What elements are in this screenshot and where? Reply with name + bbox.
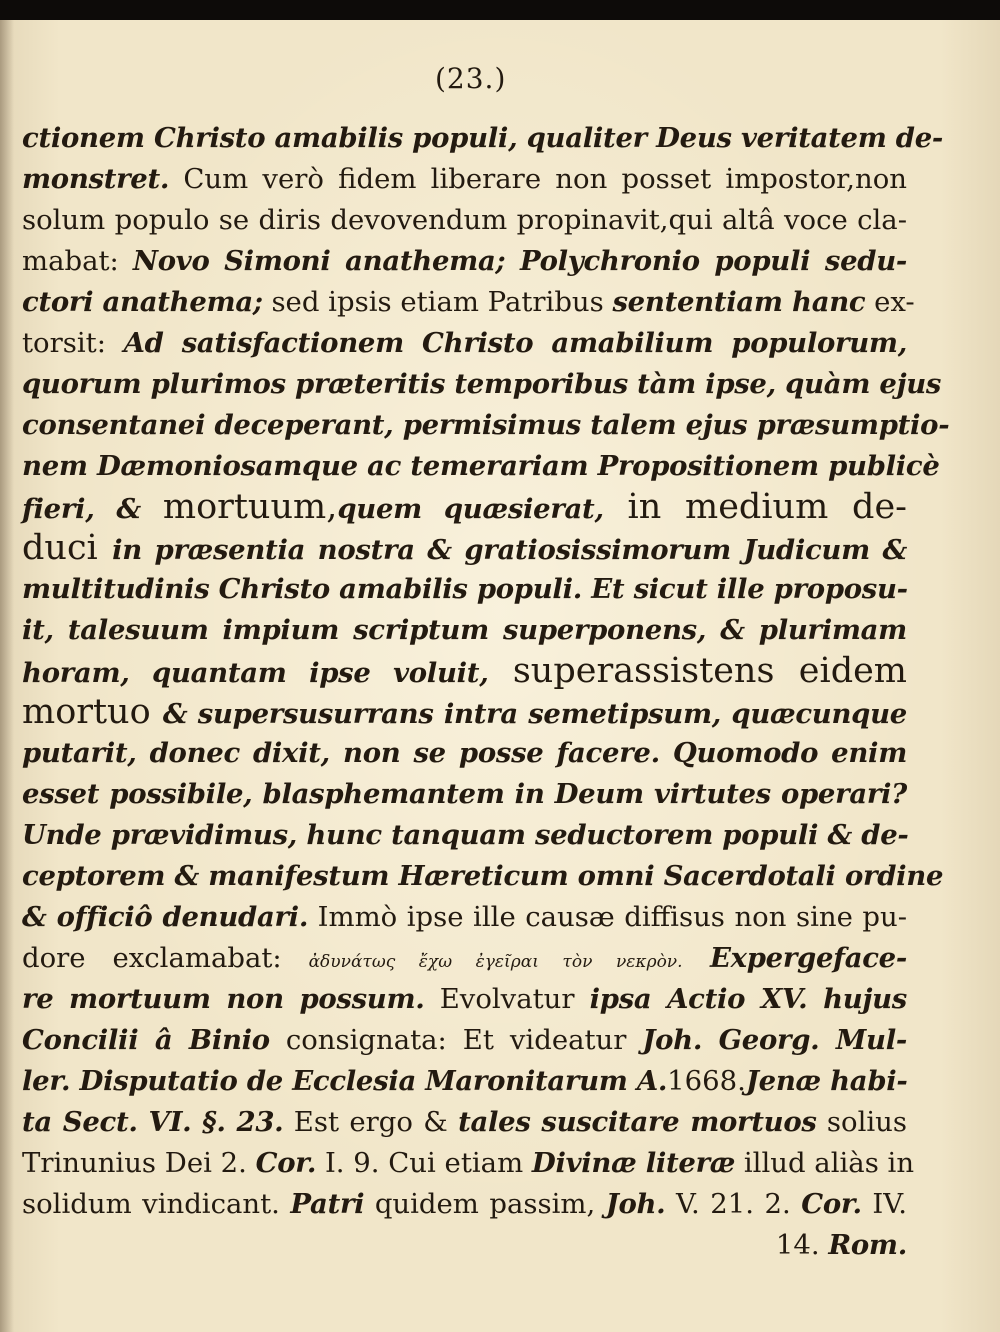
text-segment: sententiam hanc <box>612 286 866 318</box>
text-segment: mabat: <box>22 245 133 277</box>
text-line <box>22 1225 907 1266</box>
text-segment: ctionem Christo amabilis populi, qualiter Deus veritatem de- <box>22 122 944 154</box>
text-line <box>22 692 907 733</box>
text-segment: esset possibile, blasphemantem in Deum virtutes operari? <box>22 778 907 810</box>
text-line <box>22 1143 915 1184</box>
text-segment: fieri, & <box>22 493 163 525</box>
text-line <box>22 200 907 241</box>
text-segment: Expergeface- <box>682 942 907 974</box>
text-segment: illud aliàs in <box>735 1147 915 1179</box>
text-line <box>22 774 907 815</box>
text-segment: Jenæ habi- <box>745 1065 908 1097</box>
text-line <box>22 897 907 938</box>
text-line <box>22 159 907 200</box>
text-segment: multitudinis Christo amabilis populi. Et sicut ille proposu- <box>22 573 908 605</box>
page-number: (23.) <box>435 62 507 95</box>
text-segment: mortuum, <box>162 487 338 527</box>
text-line <box>22 856 944 897</box>
text-segment: & officiô denudari. <box>22 901 309 933</box>
text-segment: ta Sect. VI. §. 23. <box>22 1106 284 1138</box>
text-line <box>22 118 944 159</box>
text-segment: in medium de- <box>603 487 907 527</box>
text-line <box>22 815 907 856</box>
text-segment: Divinæ literæ <box>531 1147 736 1179</box>
text-line <box>22 364 942 405</box>
text-segment: torsit: <box>22 327 124 359</box>
text-segment: Ad satisfactionem Christo amabilium populorum, <box>123 327 907 359</box>
text-line <box>22 241 907 282</box>
text-line <box>22 610 907 651</box>
text-segment: re mortuum non possum. <box>22 983 425 1015</box>
text-line <box>22 446 940 487</box>
text-line <box>22 1184 907 1225</box>
text-segment: Rom. <box>828 1229 907 1261</box>
text-segment: nem Dæmoniosamque ac temerariam Propositionem publicè <box>22 450 940 482</box>
text-segment: Est ergo & <box>283 1106 459 1138</box>
book-page <box>0 20 1000 1332</box>
text-segment: ctori anathema; <box>22 286 263 318</box>
text-line <box>22 1020 907 1061</box>
text-segment: ex- <box>865 286 915 318</box>
text-segment: solidum vindicant. <box>22 1188 291 1220</box>
text-segment: ipsa Actio XV. hujus <box>589 983 907 1015</box>
text-segment: superassistens eidem <box>488 651 907 691</box>
text-line <box>22 528 907 569</box>
text-segment: dore exclamabat: <box>22 942 309 974</box>
text-segment: putarit, donec dixit, non se posse facere. Quomodo enim <box>22 737 907 769</box>
text-segment: 1668. <box>667 1065 746 1097</box>
text-line <box>22 1102 907 1143</box>
text-line <box>22 569 907 610</box>
text-segment: horam, quantam ipse voluit, <box>22 657 489 689</box>
text-line <box>22 282 915 323</box>
text-segment: IV. <box>861 1188 907 1220</box>
text-segment: Novo Simoni anathema; Polychronio populi sedu- <box>132 245 907 277</box>
text-segment: consignata: Et videatur <box>269 1024 643 1056</box>
text-segment: Concilii â Binio <box>22 1024 270 1056</box>
text-segment: mortuo <box>22 692 163 732</box>
text-line <box>22 1061 907 1102</box>
text-segment: Joh. <box>605 1188 666 1220</box>
text-segment: it, talesuum impium scriptum superponens, & plurimam <box>22 614 907 646</box>
text-line <box>22 487 907 528</box>
text-segment: sed ipsis etiam Patribus <box>262 286 613 318</box>
text-segment: Unde prævidimus, hunc tanquam seductorem populi & de- <box>22 819 909 851</box>
body-text <box>22 118 950 1266</box>
text-segment: monstret. <box>22 163 170 195</box>
text-segment: Cor. <box>255 1147 317 1179</box>
text-line <box>22 405 950 446</box>
text-segment: solius <box>816 1106 907 1138</box>
text-segment: quidem passim, <box>364 1188 606 1220</box>
text-segment: Evolvatur <box>424 983 590 1015</box>
gutter-shadow <box>0 20 14 1332</box>
text-segment: I. 9. Cui etiam <box>316 1147 532 1179</box>
text-segment: 14. <box>775 1229 829 1261</box>
text-segment: ler. Disputatio de Ecclesia Maronitarum A. <box>22 1065 668 1097</box>
text-segment: Patri <box>290 1188 365 1220</box>
text-segment: Cum verò fidem liberare non posset impostor,non <box>169 163 907 195</box>
text-segment: quem quæsierat, <box>337 493 604 525</box>
text-line <box>22 651 907 692</box>
text-segment: duci <box>22 528 113 568</box>
text-segment: & supersusurrans intra semetipsum, quæcunque <box>162 698 907 730</box>
text-line <box>22 733 907 774</box>
text-line <box>22 323 907 364</box>
text-line <box>22 979 907 1020</box>
text-segment: Immò ipse ille causæ diffisus non sine pu- <box>308 901 907 933</box>
text-segment: ceptorem & manifestum Hæreticum omni Sacerdotali ordine <box>22 860 944 892</box>
text-segment: consentanei deceperant, permisimus talem ejus præsumptio- <box>22 409 950 441</box>
text-segment: V. 21. 2. <box>665 1188 802 1220</box>
text-segment: solum populo se diris devovendum propinavit,qui altâ voce cla- <box>22 204 907 236</box>
text-segment: Cor. <box>801 1188 862 1220</box>
text-segment: Joh. Georg. Mul- <box>642 1024 908 1056</box>
text-line <box>22 938 907 979</box>
text-segment: in præsentia nostra & gratiosissimorum Judicum & <box>112 534 907 566</box>
text-segment: tales suscitare mortuos <box>458 1106 817 1138</box>
greek-text: ἀδυνάτως ἔχω ἐγεῖραι τὸν νεκρὸν. <box>308 952 683 972</box>
text-segment: quorum plurimos præteritis temporibus tàm ipse, quàm ejus <box>22 368 942 400</box>
text-segment: Trinunius Dei 2. <box>22 1147 256 1179</box>
